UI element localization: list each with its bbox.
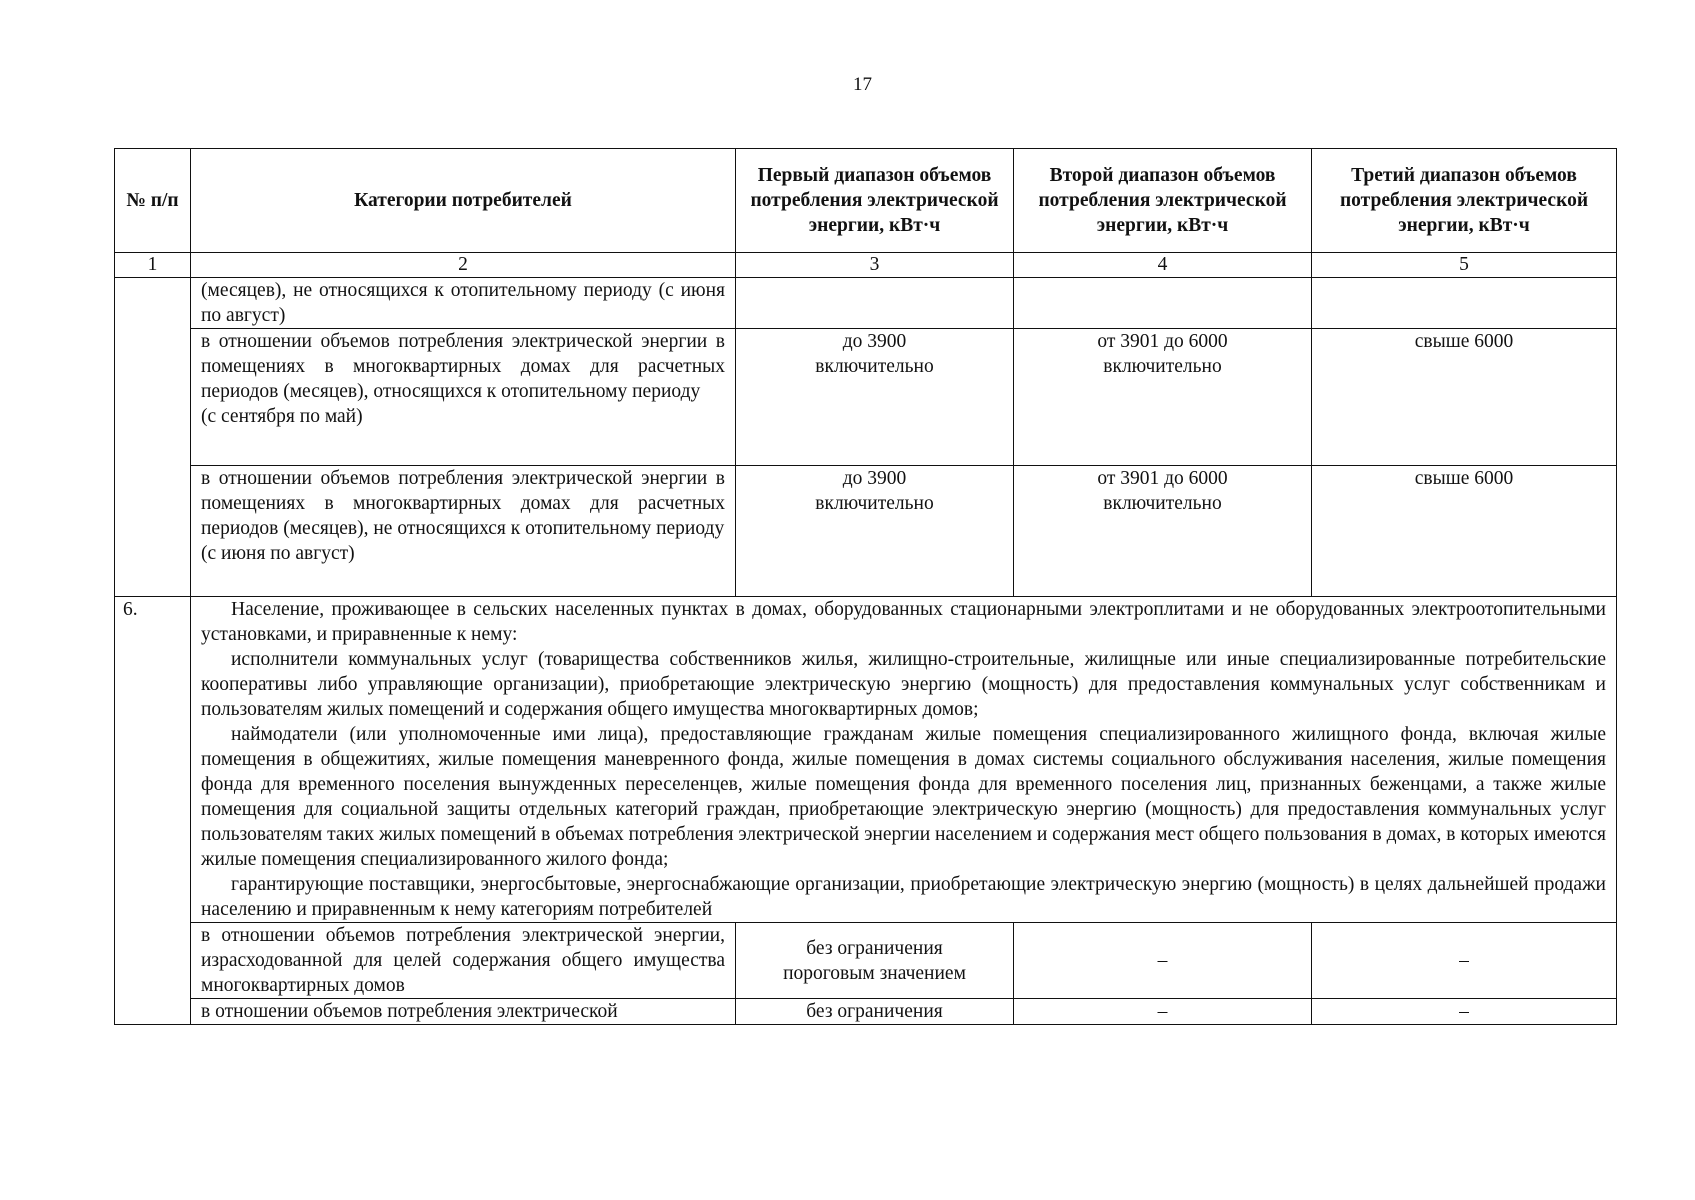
section-paragraph: исполнители коммунальных услуг (товарищества собственников жилья, жилищно-строительные, жилищные или иные специализированные потребительские кооперативы либо управляющие организации), приобретающие электрическую энергию (мощность) для предоставления коммунальных услуг собственникам и пользователям жилых помещений и содержания общего имущества многоквартирных домов; [201, 649, 1606, 720]
first-range-cell: до 3900 включительно [736, 466, 1014, 597]
third-range-cell [1312, 278, 1617, 329]
column-number: 5 [1312, 253, 1617, 278]
column-number: 3 [736, 253, 1014, 278]
header-first-range: Первый диапазон объемов потребления электрической энергии, кВт·ч [736, 149, 1014, 253]
column-number: 4 [1014, 253, 1312, 278]
table-row [115, 466, 1617, 597]
column-number: 2 [191, 253, 736, 278]
header-row [115, 149, 1617, 253]
section-number: 6. [115, 597, 191, 1025]
category-text: в отношении объемов потребления электрической энергии в помещениях в многоквартирных домах для расчетных периодов (месяцев), не относящихся к отопительному периоду [201, 468, 725, 539]
category-cell [191, 466, 736, 597]
table-row [115, 923, 1617, 999]
first-range-cell: без ограничения пороговым значением [736, 923, 1014, 999]
category-text: в отношении объемов потребления электрической энергии в помещениях в многоквартирных домах для расчетных периодов (месяцев), относящихся к отопительному периоду [201, 331, 725, 402]
header-third-range: Третий диапазон объемов потребления электрической энергии, кВт·ч [1312, 149, 1617, 253]
second-range-cell: – [1014, 999, 1312, 1025]
category-cell: в отношении объемов потребления электрической [191, 999, 736, 1025]
category-cell: в отношении объемов потребления электрической энергии, израсходованной для целей содержания общего имущества многоквартирных домов [191, 923, 736, 999]
column-number-row [115, 253, 1617, 278]
table-row [115, 999, 1617, 1025]
third-range-cell: свыше 6000 [1312, 466, 1617, 597]
category-period: (с июня по август) [201, 543, 355, 564]
third-range-cell: – [1312, 999, 1617, 1025]
second-range-cell: – [1014, 923, 1312, 999]
header-number: № п/п [115, 149, 191, 253]
second-range-cell: от 3901 до 6000 включительно [1014, 466, 1312, 597]
section-description [191, 597, 1617, 923]
third-range-cell: – [1312, 923, 1617, 999]
tariff-table [114, 148, 1617, 1025]
page-number: 17 [853, 74, 872, 95]
section-paragraph: гарантирующие поставщики, энергосбытовые, энергоснабжающие организации, приобретающие электрическую энергию (мощность) в целях дальнейшей продажи населению и приравненным к нему категориям потребителей [201, 874, 1606, 920]
section-header-row [115, 597, 1617, 923]
first-range-cell: до 3900 включительно [736, 329, 1014, 466]
category-period: (с сентября по май) [201, 406, 363, 427]
section-paragraph: наймодатели (или уполномоченные ими лица), предоставляющие гражданам жилые помещения специализированного жилищного фонда, включая жилые помещения в общежитиях, жилые помещения маневренного фонда, жилые помещения в домах системы социального обслуживания населения, жилые помещения фонда для временного поселения вынужденных переселенцев, жилые помещения фонда для временного поселения лиц, признанных беженцами, а также жилые помещения для социальной защиты отдельных категорий граждан, приобретающие электрическую энергию (мощность) для предоставления коммунальных услуг пользователям таких жилых помещений в объемах потребления электрической энергии населением и содержания мест общего пользования в домах, в которых имеются жилые помещения специализированного жилого фонда; [201, 724, 1606, 870]
category-cell [191, 329, 736, 466]
table-row [115, 278, 1617, 329]
table-row [115, 329, 1617, 466]
third-range-cell: свыше 6000 [1312, 329, 1617, 466]
category-cell: (месяцев), не относящихся к отопительному периоду (с июня по август) [191, 278, 736, 329]
section-paragraph: Население, проживающее в сельских населенных пунктах в домах, оборудованных стационарными электроплитами и не оборудованных электроотопительными установками, и приравненные к нему: [201, 599, 1606, 645]
header-category: Категории потребителей [191, 149, 736, 253]
column-number: 1 [115, 253, 191, 278]
first-range-cell: без ограничения [736, 999, 1014, 1025]
header-second-range: Второй диапазон объемов потребления электрической энергии, кВт·ч [1014, 149, 1312, 253]
second-range-cell: от 3901 до 6000 включительно [1014, 329, 1312, 466]
first-range-cell [736, 278, 1014, 329]
second-range-cell [1014, 278, 1312, 329]
row-number-cell [115, 278, 191, 597]
